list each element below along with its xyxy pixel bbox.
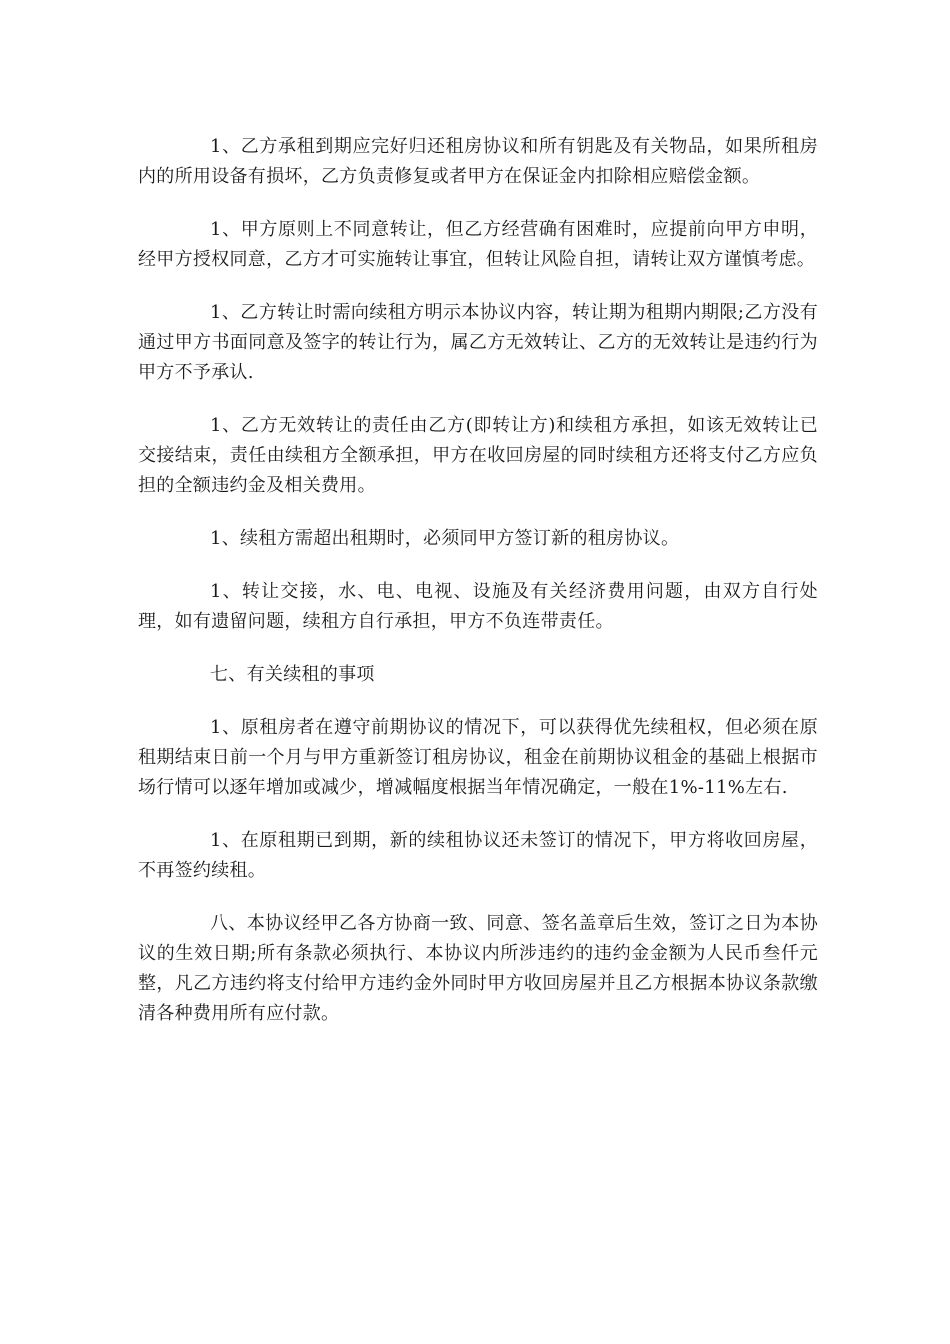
clause-renewal-priority: 1、原租房者在遵守前期协议的情况下，可以获得优先续租权，但必须在原租期结束日前一个月与甲方重新签订租房协议，租金在前期协议租金的基础上根据市场行情可以逐年增加或减少，增减幅度根据当年情况确定，一般在1%-11%左右. (138, 717, 818, 798)
clause-renewal-expired: 1、在原租期已到期，新的续租协议还未签订的情况下，甲方将收回房屋，不再签约续租。 (138, 830, 818, 881)
clause-effective-penalty: 八、本协议经甲乙各方协商一致、同意、签名盖章后生效，签订之日为本协议的生效日期;所有条款必须执行、本协议内所涉违约的违约金金额为人民币叁仟元整，凡乙方违约将支付给甲方违约金外同时甲方收回房屋并且乙方根据本协议条款缴清各种费用所有应付款。 (138, 913, 818, 1024)
clause-extend-term: 1、续租方需超出租期时，必须同甲方签订新的租房协议。 (210, 528, 680, 549)
clause-transfer-disclosure: 1、乙方转让时需向续租方明示本协议内容，转让期为租期内期限;乙方没有通过甲方书面同意及签字的转让行为，属乙方无效转让、乙方的无效转让是违约行为甲方不予承认. (138, 302, 818, 383)
document-page (138, 132, 818, 1052)
clause-handover-costs: 1、转让交接，水、电、电视、设施及有关经济费用问题，由双方自行处理，如有遗留问题，续租方自行承担，甲方不负连带责任。 (138, 581, 818, 632)
clause-invalid-transfer-liability: 1、乙方无效转让的责任由乙方(即转让方)和续租方承担，如该无效转让已交接结束，责任由续租方全额承担，甲方在收回房屋的同时续租方还将支付乙方应负担的全额违约金及相关费用。 (138, 415, 818, 496)
clause-transfer-consent: 1、甲方原则上不同意转让，但乙方经营确有困难时，应提前向甲方申明，经甲方授权同意，乙方才可实施转让事宜，但转让风险自担，请转让双方谨慎考虑。 (138, 219, 818, 270)
section-heading-renewal: 七、有关续租的事项 (210, 664, 375, 685)
clause-return-items: 1、乙方承租到期应完好归还租房协议和所有钥匙及有关物品，如果所租房内的所用设备有损坏，乙方负责修复或者甲方在保证金内扣除相应赔偿金额。 (138, 136, 818, 187)
